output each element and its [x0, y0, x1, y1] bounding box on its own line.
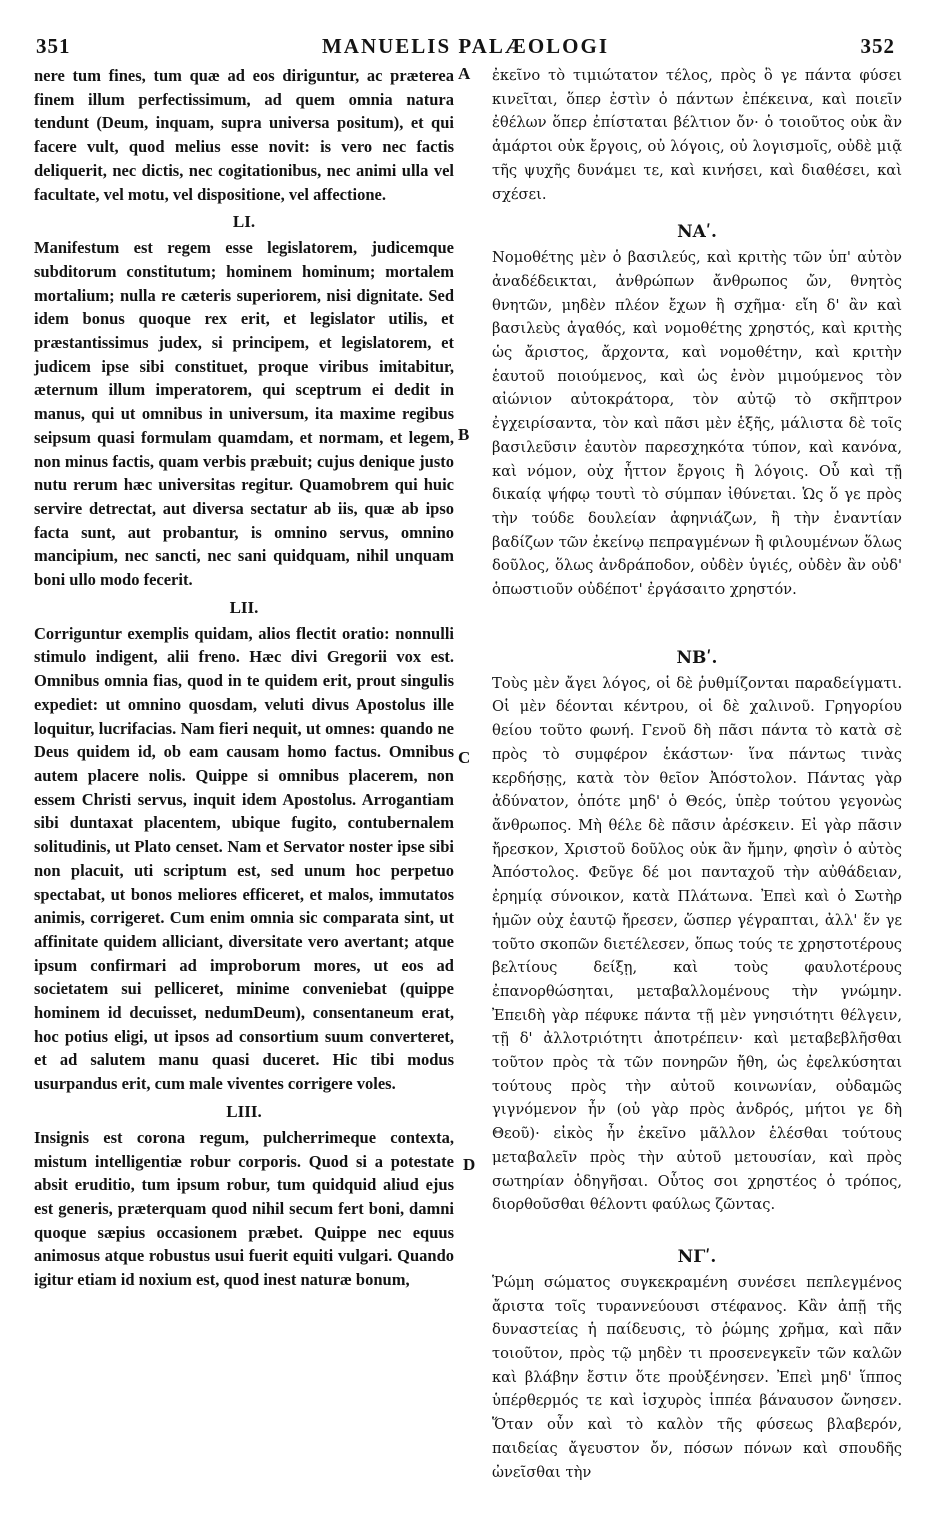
greek-intro-paragraph: ἐκεῖνο τὸ τιμιώτατον τέλος, πρὸς ὃ γε πάντα φύσει κινεῖται, ὅπερ ἐστὶν ὁ πάντων ἐπέκεινα, καὶ ποιεῖν ἐθέλων ὅπερ ἐπίσταται βέλτιον ὄν· ὁ τοιοῦτος οὐκ ἂν ἁμάρτοι οὐκ ἔργοις, οὐ λόγοις, οὐ λογισμοῖς, οὐδὲ μιᾷ τῆς ψυχῆς δυνάμει τε, καὶ κινήσει, καὶ διαθέσει, καὶ σχέσει.	[492, 67, 902, 203]
latin-intro-paragraph: nere tum fines, tum quæ ad eos diriguntur, ac præterea finem illum perfectissimum, ad quem omnia natura tendunt (Deum, inquam, supra universa positum), et qui facere vult, quod melius esse novit: is vero nec factis deliquerit, nec dictis, nec cogitationibus, nec animi ulla vel facultate, vel motu, vel dispositione, vel affectione.	[34, 66, 454, 204]
latin-section-heading-52: LII.	[229, 597, 259, 617]
latin-section-heading-51: LI.	[232, 212, 256, 232]
latin-paragraph-53: Insignis est corona regum, pulcherrimeque contexta, mistum intelligentiæ robur corporis. Quod si a potestate absit eruditio, tum ipsum robur, tum quidquid aliud ejus est generis, præterquam quod nihil secum fert boni, damni quoque sæpius occasionem præbet. Quippe nec equus animosus atque robustus usui fuerit equiti vulgari. Quando igitur etiam id noxium est, quod inest naturæ bonum,	[34, 1127, 454, 1290]
latin-paragraph-52: Corriguntur exemplis quidam, alios flectit oratio: nonnulli stimulo indigent, alii freno. Hæc divi Gregorii vox est. Omnibus omnia fias, quod in te quidem erit, prout singulis expediet: ut omnino quosdam, veluti divus Apostolus ille loquitur, lucrifacias. Nam fieri nequit, ut omnes: quando ne Deus quidem id, ob eam causam homo factus. Omnibus autem placere nolis. Quippe si omnibus placerem, non essem Christi servus, inquit idem Apostolus. Arrogantiam sibi duntaxat placentem, ubique fugito, contubernalem solitudinis, ut Plato censet. Nam et Servator noster ipse sibi non placuit, uti scriptum est, sed unum hoc perpetuo spectabat, ut bonos meliores efficeret, et malos, immutatos animis, corrigeret. Cum enim omnia sic comparata sint, ut affinitate quidem alliciant, diversitate vero avertant; atque ipsum confirmari ad improborum mores, ut eos ad societatem sui pelliceret, minime conveniebat (quippe hominem id decuisset, nedumDeum), consentaneum erat, hoc potius eligi, ut ipsos ad consortium suum converteret, et ad salutem manu quasi duceret. Hic tibi modus usurpandus erit, cum male viventes corrigere voles.	[34, 623, 454, 1094]
margin-marker-a: A	[458, 64, 471, 83]
latin-paragraph-51: Manifestum est regem esse legislatorem, judicemque subditorum constitutum; hominem hominum; mortalem mortalium; nulla re cæteris superiorem, nisi dignitate. Sed idem bonus quoque rex erit, et legislator utilis, et præstantissimus judex, si principem, et legislatorem, et judicem ipse sibi constituet, proque viribus imitabitur, æternum illum imperatorem, qui sceptrum ei dedit in manus, qui ut omnibus in universum, ita maxime regibus seipsum quasi formulam quamdam, et normam, et legem, non minus factis, quam verbis præbuit; cujus denique justo nutu rerum hæc universitas regitur. Quamobrem qui huic servire detrectat, aut diversa sectatur ab iis, quæ ab ipso facta sunt, aut probantur, is omnino servus, omnino mancipium, nec sancti, nec sani quidquam, nihil unquam boni ullo modo fecerit.	[34, 238, 454, 590]
greek-section-heading-51: ΝΑʹ.	[677, 222, 717, 243]
running-title: MANUELIS PALÆOLOGI	[321, 34, 610, 58]
margin-marker-c: C	[458, 748, 471, 767]
page-number-right: 352	[860, 34, 895, 58]
margin-marker-b: B	[458, 425, 470, 444]
greek-section-heading-52: ΝΒʹ.	[676, 647, 718, 668]
latin-section-heading-53: LIII.	[226, 1101, 262, 1121]
greek-paragraph-52: Τοὺς μὲν ἄγει λόγος, οἱ δὲ ῥυθμίζονται παραδείγματι. Οἱ μὲν δέονται κέντρου, οἱ δὲ χαλινοῦ. Γρηγορίου θείου τοῦτο φωνή. Γενοῦ δὴ πᾶσι πάντα τὸ κατὰ σὲ πρὸς τὸ συμφέρον ἑκάστων· ἵνα πάντως τινὰς κερδήσῃς, κατὰ τὸν θεῖον Ἀπόστολον. Πάντας γὰρ ἀδύνατον, ὁπότε μηδ' ὁ Θεός, ὑπὲρ τούτου γεγονὼς ἄνθρωπος. Μὴ θέλε δὲ πᾶσιν ἀρέσκειν. Εἰ γὰρ πᾶσιν ἤρεσκον, Χριστοῦ δοῦλος οὐκ ἂν ἤμην, φησὶν ὁ αὐτὸς Ἀπόστολος. Φεῦγε δέ μοι πανταχοῦ τὴν αὐθάδειαν, ἐρημίᾳ σύνοικον, κατὰ Πλάτωνα. Ἐπεὶ καὶ ὁ Σωτὴρ ἡμῶν οὐχ ἑαυτῷ ἤρεσεν, ὥσπερ γέγραπται, ἀλλ' ἕν γε τοῦτο σκοπῶν διετέλεσεν, ὅπως τούς τε χρηστοτέρους βελτίους δείξῃ, καὶ τοὺς φαυλοτέρους ἐπανορθώσηται, μεταβαλλομένους τὴν γνώμην. Ἐπειδὴ γὰρ πέφυκε πάντα τῇ μὲν γνησιότητι θέλγειν, τῇ δ' ἀλλοτριότητι ἀποτρέπειν· καὶ μεταβεβλῆσθαι τοῦτον πρὸς τὰ τῶν πονηρῶν ἤθη, ὡς ἐφελκύσηται τούτους πρὸς τὴν αὐτοῦ κοινωνίαν, οὐδαμῶς γιγνόμενον ἦν (οὐ γὰρ πρὸς ἀνδρός, μήτοι γε δὴ Θεοῦ)· εἰκὸς ἦν ἐκεῖνο μᾶλλον ἑλέσθαι τούτους μεταβαλεῖν πρὸς τὴν αὐτοῦ μετουσίαν, καὶ πρὸς σωτηρίαν ὁδηγῆσαι. Οὗτος σοι χρηστέος ὁ τρόπος, διορθοῦσθαι θέλοντι φαύλως ζῶντας.	[492, 674, 902, 1214]
page-header	[30, 30, 901, 60]
latin-column	[34, 64, 454, 1292]
greek-column	[492, 64, 902, 1484]
margin-marker-d: D	[463, 1155, 476, 1174]
greek-paragraph-53: Ῥώμη σώματος συγκεκραμένη συνέσει πεπλεγμένος ἄριστα τοῖς τυραννεύουσι στέφανος. Κἂν ἀπῇ τῆς δυναστείας ἡ παίδευσις, τὸ ῥώμης χρῆμα, καὶ πᾶν τοιοῦτον, πρὸς τῷ μηδὲν τι προσενεγκεῖν τῶν καλῶν καὶ βλάβην ἔστιν ὅτε προὐξένησεν. Ἐπεὶ μηδ' ἵππος ὑπέρθερμός τε καὶ ἰσχυρὸς ἱππέα βάναυσον ὤνησεν. Ὅταν οὖν καὶ τὸ καλὸν τῆς φύσεως βλαβερόν, παιδείας ἄγευστον ὄν, πόσων πόνων καὶ σπουδῆς ὠνεῖσθαι τὴν	[492, 1273, 902, 1481]
greek-paragraph-51: Νομοθέτης μὲν ὁ βασιλεύς, καὶ κριτὴς τῶν ὑπ' αὐτὸν ἀναδέδεικται, ἀνθρώπων ἄνθρωπος ὤν, θνητὸς θνητῶν, μηδὲν πλέον ἔχων ἢ σχῆμα· εἴη δ' ἂν καὶ βασιλεὺς ἀγαθός, καὶ νομοθέτης χρηστός, καὶ κριτὴς ὡς ἄριστος, ἄρχοντα, καὶ νομοθέτην, καὶ κριτὴν ἑαυτοῦ ποιούμενος, καὶ ὡς ἐνὸν μιμούμενος τὸν αἰώνιον αὐτοκράτορα, τὸν αὐτῷ τὸ σκῆπτρον ἐγχειρίσαντα, τὸν καὶ πᾶσι μὲν ἑξῆς, μάλιστα δὲ τοῖς βασιλεῦσιν ἑαυτὸν παρεσχηκότα τύπον, καὶ κανόνα, καὶ νόμον, οὐχ ἧττον ἔργοις ἢ λόγοις. Οὗ καὶ τῇ δικαίᾳ ψήφῳ τουτὶ τὸ σύμπαν ἰθύνεται. Ὡς ὅ γε πρὸς τὴν τούδε δουλείαν ἀφηνιάζων, ἢ τὴν ἐναντίαν βαδίζων τῶν ἐκείνῳ πεπραγμένων ἢ φιλουμένων ὅλως δοῦλος, ὅλως ἀνδράποδον, οὐδὲν ὑγιές, οὐδὲν ἂν οὐδ' ὁπωστιοῦν οὐδέποτ' ἐργάσαιτο χρηστόν.	[492, 249, 902, 599]
page-number-left: 351	[36, 34, 71, 58]
greek-section-heading-53: ΝΓʹ.	[677, 1246, 717, 1267]
